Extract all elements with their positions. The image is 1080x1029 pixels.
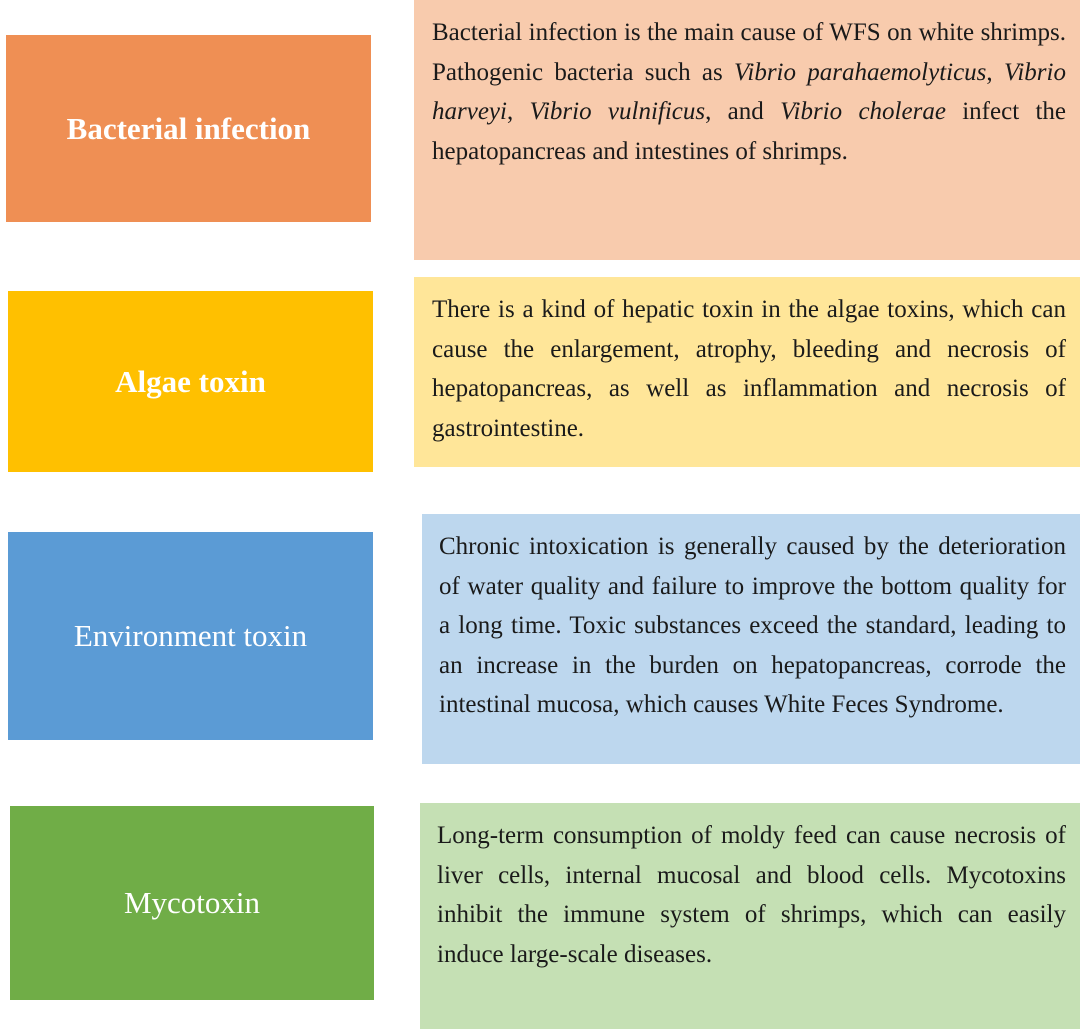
cause-description-bacterial-infection	[414, 0, 1080, 260]
cause-label-bacterial-infection	[6, 35, 371, 222]
cause-label-text: Environment toxin	[73, 618, 308, 653]
cause-label-mycotoxin	[10, 806, 374, 1000]
cause-description-mycotoxin	[420, 803, 1080, 1029]
cause-description-environment-toxin	[422, 514, 1080, 764]
description-text: Bacterial infection is the main cause of WFS on white shrimps. Pathogenic bacteria such as Vibrio parahaemolyticus, Vibrio harveyi, Vibrio vulnificus, and Vibrio cholerae infect the hepatopancreas and intestines of shrimps.	[432, 19, 1067, 165]
description-text: Long-term consumption of moldy feed can cause necrosis of liver cells, internal mucosal and blood cells. Mycotoxins inhibit the immune system of shrimps, which can easily induce large-scale diseases.	[437, 822, 1066, 968]
cause-label-text: Algae toxin	[115, 363, 266, 399]
cause-label-environment-toxin	[8, 532, 373, 740]
cause-label-text: Bacterial infection	[66, 110, 311, 146]
cause-label-text: Mycotoxin	[123, 885, 261, 920]
cause-description-algae-toxin	[414, 277, 1080, 467]
description-text: Chronic intoxication is generally caused by the deterioration of water quality and failure to improve the bottom quality for a long time. Toxic substances exceed the standard, leading to an increase in the burden on hepatopancreas, corrode the intestinal mucosa, which causes White Feces Syndrome.	[439, 533, 1066, 718]
description-text: There is a kind of hepatic toxin in the algae toxins, which can cause the enlargement, atrophy, bleeding and necrosis of hepatopancreas, as well as inflammation and necrosis of gastrointestine.	[432, 296, 1066, 442]
cause-label-algae-toxin	[8, 291, 373, 472]
